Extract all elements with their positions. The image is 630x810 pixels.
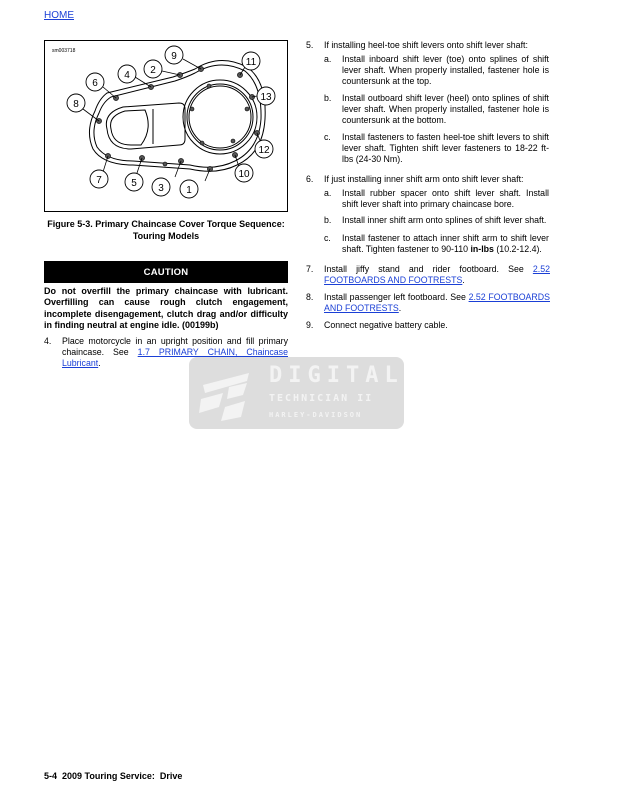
torque-unit: in-lbs <box>470 244 494 255</box>
footboards-footrests-link[interactable]: 2.52 FOOTBOARDS AND FOOTRESTS <box>324 264 550 286</box>
callout-8: 8 <box>73 99 79 110</box>
step-number: 9. <box>306 320 314 330</box>
callout-1: 1 <box>186 185 192 196</box>
primary-chain-lubricant-link[interactable]: 1.7 PRIMARY CHAIN, Chaincase Lubricant <box>62 347 288 369</box>
figure-caption <box>44 218 288 242</box>
callout-3: 3 <box>158 183 164 194</box>
substep-letter: a. <box>324 54 332 64</box>
callout-4: 4 <box>124 70 130 81</box>
derby-cover <box>183 80 257 154</box>
substep-letter: c. <box>324 132 331 142</box>
callout-6: 6 <box>92 78 98 89</box>
step-text: Install jiffy stand and rider footboard. See <box>324 264 533 274</box>
substep-letter: b. <box>324 215 332 225</box>
step-text: Connect negative battery cable. <box>324 320 448 330</box>
substep-text: Install inboard shift lever (toe) onto splines of shift lever shaft. When properly installed, fastener hole is countersunk at the top. <box>342 54 549 87</box>
figure-caption-line2: Touring Models <box>132 231 200 241</box>
figure-caption-line1: Figure 5-3. Primary Chaincase Cover Torque Sequence: <box>47 219 285 229</box>
watermark-line3: HARLEY-DAVIDSON <box>269 411 363 419</box>
substep-text: Install fasteners to fasten heel-toe shift levers to shift lever shaft. Tighten shift lever fasteners to 18-22 ft-lbs (24-30 Nm). <box>342 132 549 165</box>
callout-10: 10 <box>238 169 250 180</box>
callout-12: 12 <box>258 145 270 156</box>
step-6 <box>306 174 550 188</box>
substep-text: Install outboard shift lever (heel) onto splines of shift lever shaft. When properly installed, fastener hole is countersunk at the bottom. <box>342 93 549 126</box>
step-text: If installing heel-toe shift levers onto shift lever shaft: <box>324 40 528 50</box>
watermark-line2: TECHNICIAN II <box>269 393 374 404</box>
substep-text: Install inner shift arm onto splines of shift lever shaft. <box>342 215 547 225</box>
callout-11: 11 <box>245 57 257 68</box>
substep-text: Install rubber spacer onto shift lever shaft. Install shift lever shaft into primary chaincase bore. <box>342 188 549 210</box>
step-punct: . <box>98 358 101 369</box>
step-punct: . <box>398 303 402 314</box>
step-number: 7. <box>306 264 314 274</box>
callout-9: 9 <box>171 51 177 62</box>
step-text: If just installing inner shift arm onto shift lever shaft: <box>324 174 524 184</box>
callout-2: 2 <box>150 65 156 76</box>
step-number: 8. <box>306 292 314 302</box>
substep-text-after: (10.2-12.4). <box>493 244 542 255</box>
footboards-footrests-link-2[interactable]: 2.52 FOOTBOARDS AND FOOTRESTS <box>324 292 550 314</box>
substep-text: Install fastener to attach inner shift arm to shift lever shaft. Tighten fastener to 90-110 <box>342 233 549 255</box>
substep-letter: a. <box>324 188 332 198</box>
step-text: Install passenger left footboard. See <box>324 292 469 302</box>
caution-header <box>44 261 288 283</box>
figure-primary-chaincase-cover <box>44 40 288 212</box>
checkered-flag-icon <box>189 357 261 429</box>
step-text: Place motorcycle in an upright position and fill primary chaincase. See <box>62 336 288 358</box>
step-7 <box>306 264 550 288</box>
watermark-line1: DIGITAL <box>269 363 404 388</box>
page-footer: 5-4 2009 Touring Service: Drive <box>44 771 183 781</box>
callout-7: 7 <box>96 175 102 186</box>
caution-title: CAUTION <box>143 266 189 278</box>
substep-letter: c. <box>324 233 331 243</box>
step-9 <box>306 320 550 334</box>
step-number: 4. <box>44 336 52 346</box>
digital-technician-watermark <box>189 357 404 429</box>
step-number: 6. <box>306 174 314 184</box>
step-punct: . <box>462 275 465 286</box>
callout-13: 13 <box>260 92 272 103</box>
substep-letter: b. <box>324 93 332 103</box>
step-5 <box>306 40 550 54</box>
step-number: 5. <box>306 40 314 50</box>
callout-5: 5 <box>131 178 137 189</box>
caution-text: Do not overfill the primary chaincase with lubricant. Overfilling can cause rough clutch engagement, incomplete disengagement, clutch drag and/or difficulty in finding neutral at engine idle. (00199b) <box>44 286 288 331</box>
chaincase-cover-diagram <box>45 41 287 211</box>
home-link[interactable]: HOME <box>44 10 74 21</box>
step-8 <box>306 292 550 316</box>
figure-id-label: sm003718 <box>52 48 76 54</box>
